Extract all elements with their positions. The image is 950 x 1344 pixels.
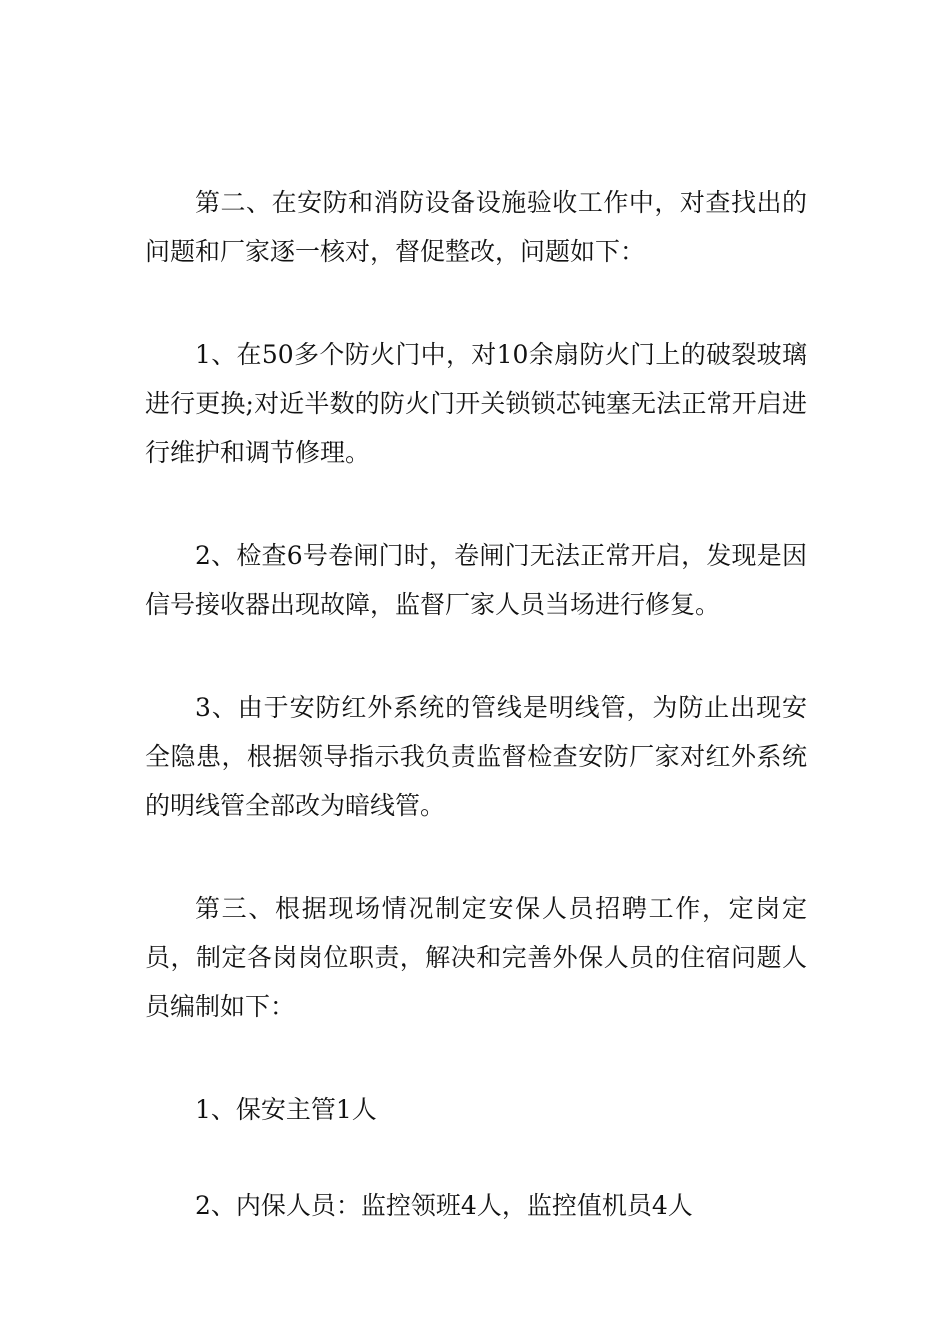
paragraph-item-security-supervisor: 1、保安主管1人 (195, 1095, 377, 1124)
paragraph-item-rolling-door: 2、检查6号卷闸门时，卷闸门无法正常开启，发现是因信号接收器出现故障，监督厂家人员当场进行修复。 (145, 541, 807, 619)
paragraph-item-fire-doors: 1、在50多个防火门中，对10余扇防火门上的破裂玻璃进行更换;对近半数的防火门开关锁锁芯钝塞无法正常开启进行维护和调节修理。 (145, 340, 807, 467)
paragraph-section-two: 第二、在安防和消防设备设施验收工作中，对查找出的问题和厂家逐一核对，督促整改，问题如下： (145, 188, 807, 266)
paragraph-item-internal-security: 2、内保人员：监控领班4人，监控值机员4人 (195, 1191, 693, 1220)
document-page (145, 178, 807, 1277)
paragraph-item-infrared-conduit: 3、由于安防红外系统的管线是明线管，为防止出现安全隐患，根据领导指示我负责监督检查安防厂家对红外系统的明线管全部改为暗线管。 (145, 693, 807, 820)
paragraph-section-three: 第三、根据现场情况制定安保人员招聘工作，定岗定员，制定各岗岗位职责，解决和完善外保人员的住宿问题人员编制如下： (145, 894, 807, 1021)
